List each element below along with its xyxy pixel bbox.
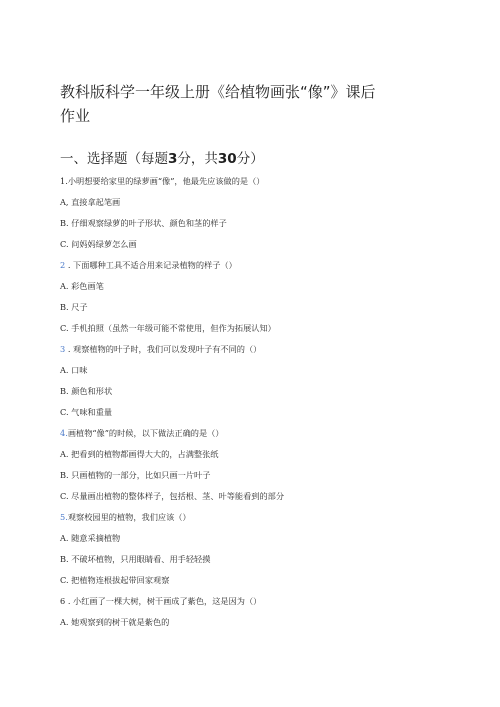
title-line-1: 教科版科学一年级上册《给植物画张“像”》课后 <box>60 83 376 101</box>
question-6-stem <box>60 595 261 607</box>
question-2-option-a: A. 彩色画笔 <box>60 281 104 291</box>
question-3-text: . 观察植物的叶子时，我们可以发现叶子有不同的（） <box>65 344 262 354</box>
question-5-number: 5. <box>60 512 68 522</box>
question-4-option-c: C. 尽量画出植物的整体样子，包括根、茎、叶等能看到的部分 <box>60 491 285 501</box>
question-2-option-b: B. 尺子 <box>60 302 88 312</box>
question-4-option-b: B. 只画植物的一部分，比如只画一片叶子 <box>60 470 211 480</box>
section-heading-middle: 分，共 <box>177 151 218 167</box>
question-1-option-c: C. 问妈妈绿萝怎么画 <box>60 239 137 249</box>
section-heading-multiple-choice <box>60 147 264 167</box>
title-line-2: 作业 <box>60 107 91 125</box>
question-2-option-c: C. 手机拍照（虽然一年级可能不常使用，但作为拓展认知） <box>60 323 276 333</box>
question-1-stem <box>60 175 265 187</box>
question-6-text: . 小红画了一棵大树，树干画成了紫色，这是因为（） <box>65 596 262 606</box>
question-5-option-c: C. 把植物连根拔起带回家观察 <box>60 575 170 585</box>
question-2-text: . 下面哪种工具不适合用来记录植物的样子（） <box>65 260 237 270</box>
question-6-number: 6 <box>60 596 66 606</box>
document-title <box>60 80 460 128</box>
question-1-number: 1. <box>60 176 68 186</box>
question-4-stem <box>60 427 224 439</box>
question-3-stem <box>60 343 261 355</box>
question-4-option-a: A. 把看到的植物都画得大大的，占满整张纸 <box>60 449 219 459</box>
question-6-option-a: A. 她观察到的树干就是紫色的 <box>60 617 170 627</box>
question-2-number: 2 <box>60 260 66 270</box>
question-4-number: 4. <box>60 428 68 438</box>
question-3-option-c: C. 气味和重量 <box>60 407 113 417</box>
section-total-points: 30 <box>217 151 237 167</box>
question-5-option-a: A. 随意采摘植物 <box>60 533 121 543</box>
question-1-option-b: B. 仔细观察绿萝的叶子形状、颜色和茎的样子 <box>60 218 227 228</box>
question-5-option-b: B. 不破坏植物，只用眼睛看、用手轻轻摸 <box>60 554 211 564</box>
section-heading-suffix: 分） <box>236 151 264 167</box>
question-4-text: 画植物“像”的时候，以下做法正确的是（） <box>67 428 224 438</box>
question-5-stem <box>60 511 191 523</box>
question-5-text: 观察校园里的植物，我们应该（） <box>67 512 191 522</box>
question-1-option-a: A, 直接拿起笔画 <box>60 197 121 207</box>
section-points-per-question: 3 <box>168 151 178 167</box>
question-3-option-b: B. 颜色和形状 <box>60 386 113 396</box>
question-3-option-a: A. 口味 <box>60 365 88 375</box>
question-2-stem <box>60 259 237 271</box>
section-heading-prefix: 一、选择题（每题 <box>60 151 168 167</box>
question-1-text: 小明想要给家里的绿萝画“像”，他最先应该做的是（） <box>67 176 265 186</box>
question-3-number: 3 <box>60 344 66 354</box>
